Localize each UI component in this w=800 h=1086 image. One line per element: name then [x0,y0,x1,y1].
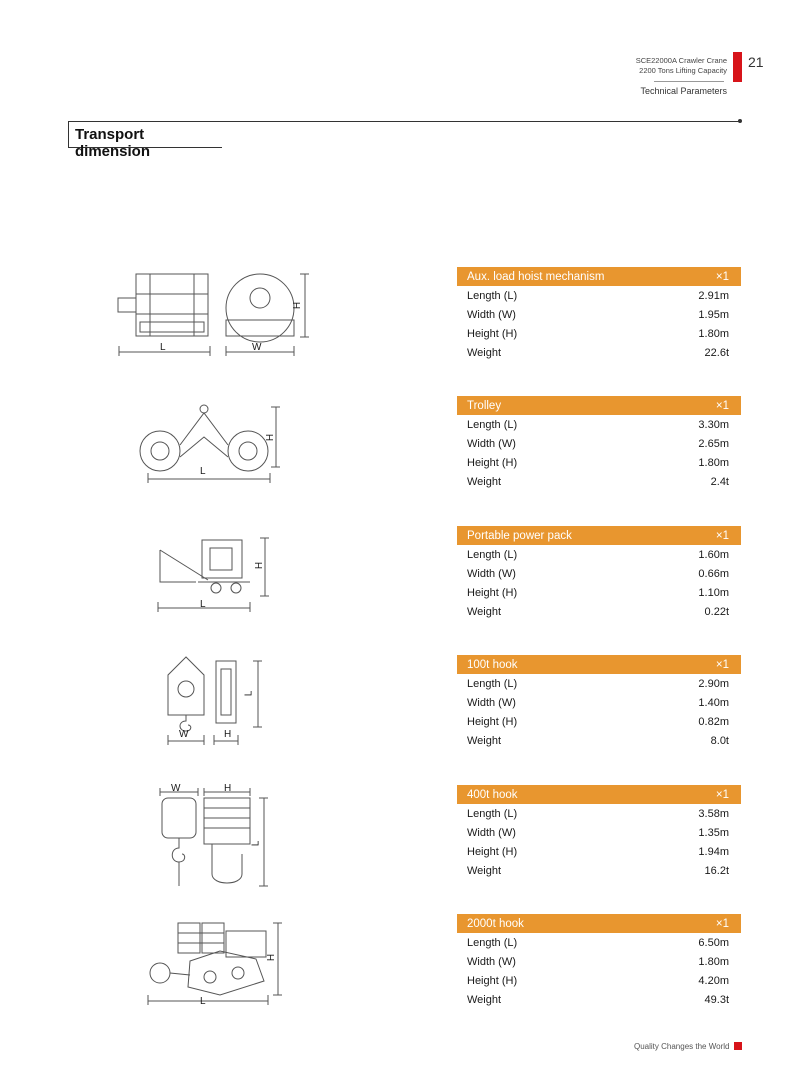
spec-value: 0.22t [704,606,729,619]
spec-value: 2.4t [710,476,729,489]
spec-label: Length (L) [467,807,518,820]
spec-label: Width (W) [467,437,516,450]
spec-row [457,415,741,434]
spec-value: 2.91m [698,289,729,302]
spec-value: 1.95m [698,308,729,321]
spec-row [457,286,741,305]
brand-logo-icon [734,1042,742,1050]
spec-value: 1.40m [698,696,729,709]
drawing-400t-hook [100,782,310,892]
spec-label: Length (L) [467,936,518,949]
header-subtitle: Technical Parameters [640,86,727,96]
spec-label: Length (L) [467,677,518,690]
spec-value: 1.80m [698,327,729,340]
spec-label: Width (W) [467,826,516,839]
spec-row [457,933,741,952]
spec-table-power-pack [457,526,741,622]
spec-label: Length (L) [467,289,518,302]
spec-label: Weight [467,476,502,489]
spec-label: Weight [467,735,502,748]
spec-table-400t-hook [457,785,741,881]
spec-table-aux-hoist [457,267,741,363]
spec-quantity: ×1 [715,788,729,801]
spec-value: 6.50m [698,936,729,949]
spec-row [457,583,741,602]
spec-value: 1.94m [698,845,729,858]
spec-row [457,842,741,861]
spec-header [457,785,741,804]
spec-label: Height (H) [467,327,518,340]
header-line-1: SCE22000A Crawler Crane [635,56,727,65]
spec-row [457,804,741,823]
spec-value: 49.3t [704,994,729,1007]
spec-row [457,674,741,693]
dim-label-H: H [254,561,266,570]
spec-row [457,971,741,990]
spec-label: Width (W) [467,567,516,580]
spec-quantity: ×1 [715,658,729,671]
spec-row [457,305,741,324]
dim-label-W: W [179,729,189,740]
spec-label: Weight [467,606,502,619]
spec-value: 2.90m [698,677,729,690]
spec-header [457,914,741,933]
spec-label: Width (W) [467,955,516,968]
spec-value: 0.82m [698,715,729,728]
spec-table-trolley [457,396,741,492]
drawing-power-pack [100,528,310,638]
section-rule-dot [738,119,742,123]
spec-quantity: ×1 [715,529,729,542]
section-title: Transport dimension [68,122,222,148]
spec-value: 1.35m [698,826,729,839]
spec-header [457,526,741,545]
spec-row [457,324,741,343]
spec-header [457,396,741,415]
page-number: 21 [748,54,764,70]
spec-row [457,453,741,472]
dim-label-L: L [250,840,262,847]
spec-label: Weight [467,865,502,878]
spec-label: Weight [467,347,502,360]
spec-title: Trolley [467,399,502,412]
spec-row [457,434,741,453]
page-accent-bar [733,52,742,82]
spec-row [457,344,741,363]
drawing-2000t-hook [100,915,310,1025]
dim-label-H: H [224,783,232,794]
spec-label: Width (W) [467,308,516,321]
spec-row [457,952,741,971]
dim-label-H: H [265,433,277,442]
dim-label-L: L [200,466,206,477]
drawing-100t-hook [100,655,310,765]
drawing-aux-hoist [100,262,310,372]
dim-label-H: H [292,301,304,310]
spec-row [457,732,741,751]
spec-value: 3.58m [698,807,729,820]
spec-value: 1.80m [698,456,729,469]
spec-row [457,823,741,842]
spec-title: 400t hook [467,788,518,801]
spec-row [457,712,741,731]
header-divider [654,81,724,82]
spec-label: Length (L) [467,418,518,431]
spec-label: Length (L) [467,548,518,561]
header-line-2: 2200 Tons Lifting Capacity [639,66,727,75]
spec-label: Height (H) [467,586,518,599]
spec-label: Height (H) [467,456,518,469]
spec-value: 1.80m [698,955,729,968]
spec-value: 2.65m [698,437,729,450]
spec-row [457,564,741,583]
spec-header [457,267,741,286]
spec-value: 3.30m [698,418,729,431]
spec-title: 100t hook [467,658,518,671]
spec-label: Height (H) [467,845,518,858]
footer-slogan: Quality Changes the World [634,1042,730,1051]
spec-value: 0.66m [698,567,729,580]
dim-label-H: H [266,953,278,962]
dim-label-L: L [243,690,255,697]
spec-row [457,473,741,492]
spec-quantity: ×1 [715,917,729,930]
spec-quantity: ×1 [715,399,729,412]
spec-title: 2000t hook [467,917,524,930]
spec-label: Width (W) [467,696,516,709]
spec-table-2000t-hook [457,914,741,1010]
dim-label-L: L [160,342,166,353]
spec-quantity: ×1 [715,270,729,283]
spec-value: 4.20m [698,974,729,987]
spec-header [457,655,741,674]
spec-value: 16.2t [704,865,729,878]
spec-value: 1.60m [698,548,729,561]
spec-title: Aux. load hoist mechanism [467,270,605,283]
dim-label-W: W [252,342,262,353]
dim-label-L: L [200,599,206,610]
spec-row [457,991,741,1010]
spec-row [457,862,741,881]
dim-label-H: H [224,729,232,740]
drawing-trolley [100,395,310,505]
spec-value: 1.10m [698,586,729,599]
spec-value: 22.6t [704,347,729,360]
spec-label: Weight [467,994,502,1007]
spec-row [457,693,741,712]
spec-title: Portable power pack [467,529,572,542]
spec-value: 8.0t [710,735,729,748]
spec-table-100t-hook [457,655,741,751]
spec-label: Height (H) [467,974,518,987]
dim-label-L: L [200,996,206,1007]
spec-row [457,545,741,564]
spec-row [457,603,741,622]
spec-label: Height (H) [467,715,518,728]
dim-label-W: W [171,783,181,794]
